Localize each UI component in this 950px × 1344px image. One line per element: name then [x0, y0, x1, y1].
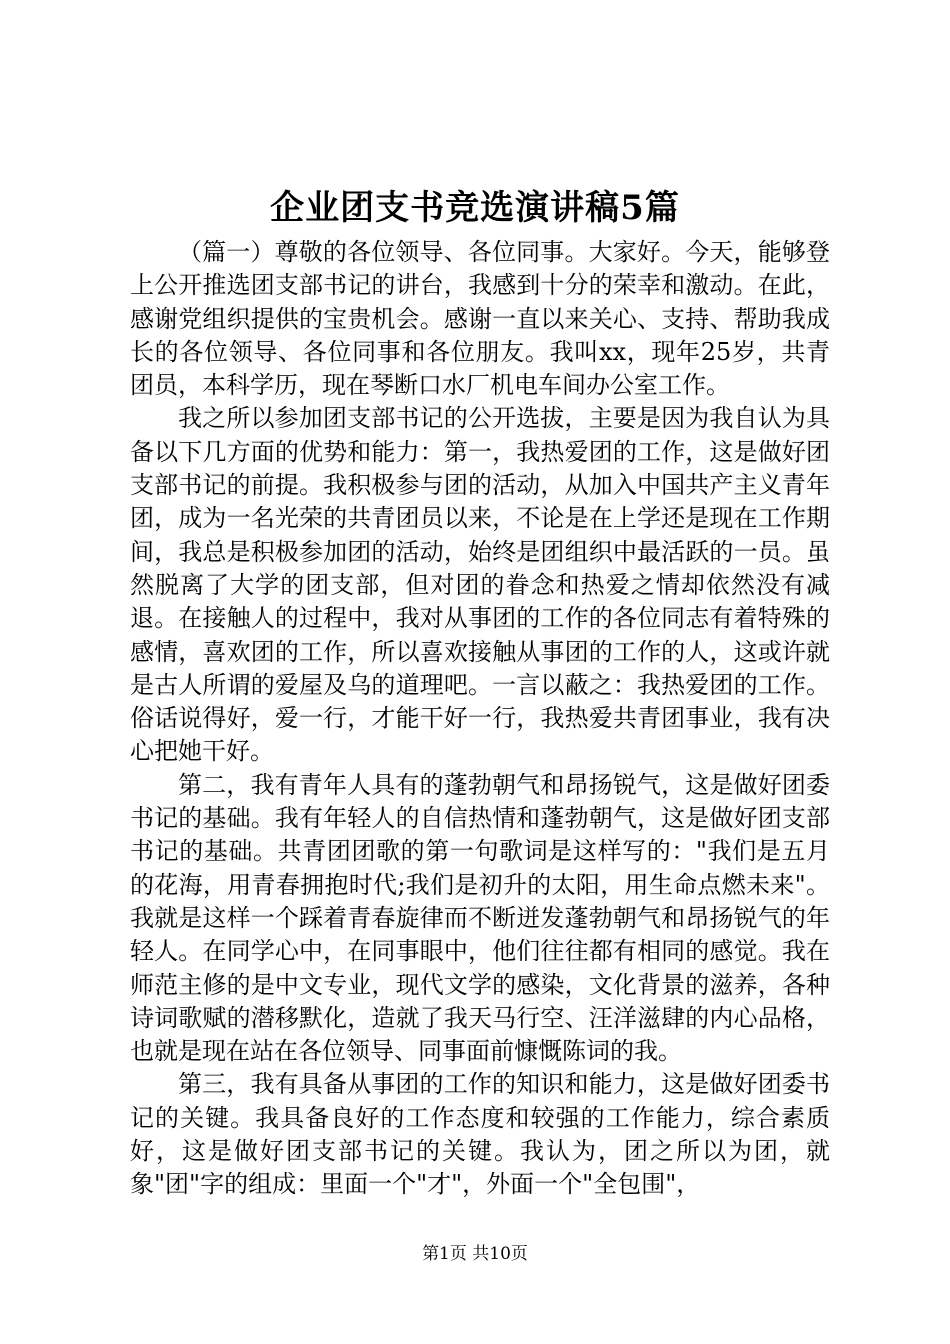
- document-title: 企业团支书竞选演讲稿5篇: [270, 188, 680, 228]
- paragraph-3: 第二，我有青年人具有的蓬勃朝气和昂扬锐气，这是做好团委书记的基础。我有年轻人的自信热情和蓬勃朝气，这是做好团支部书记的基础。共青团团歌的第一句歌词是这样写的："我们是五月的花海，用青春拥抱时代;我们是初升的太阳，用生命点燃未来"。我就是这样一个踩着青春旋律而不断迸发蓬勃朝气和昂扬锐气的年轻人。在同学心中，在同事眼中，他们往往都有相同的感觉。我在师范主修的是中文专业，现代文学的感染，文化背景的滋养，各种诗词歌赋的潜移默化，造就了我天马行空、汪洋滋肆的内心品格，也就是现在站在各位领导、同事面前慷慨陈词的我。: [130, 770, 830, 1066]
- paragraph-2: 我之所以参加团支部书记的公开选拔，主要是因为我自认为具备以下几方面的优势和能力：第一，我热爱团的工作，这是做好团支部书记的前提。我积极参与团的活动，从加入中国共产主义青年团，成为一名光荣的共青团员以来，不论是在上学还是现在工作期间，我总是积极参加团的活动，始终是团组织中最活跃的一员。虽然脱离了大学的团支部，但对团的眷念和热爱之情却依然没有减退。在接触人的过程中，我对从事团的工作的各位同志有着特殊的感情，喜欢团的工作，所以喜欢接触从事团的工作的人，这或许就是古人所谓的爱屋及乌的道理吧。一言以蔽之：我热爱团的工作。俗话说得好，爱一行，才能干好一行，我热爱共青团事业，我有决心把她干好。: [130, 404, 830, 766]
- page-footer: 第1页 共10页: [422, 1244, 528, 1264]
- document-body: [130, 236, 830, 1202]
- paragraph-4: 第三，我有具备从事团的工作的知识和能力，这是做好团委书记的关键。我具备良好的工作态度和较强的工作能力，综合素质好，这是做好团支部书记的关键。我认为，团之所以为团，就象"团"字的组成：里面一个"才"，外面一个"全包围"，: [130, 1070, 830, 1199]
- paragraph-1: （篇一）尊敬的各位领导、各位同事。大家好。今天，能够登上公开推选团支部书记的讲台，我感到十分的荣幸和激动。在此，感谢党组织提供的宝贵机会。感谢一直以来关心、支持、帮助我成长的各位领导、各位同事和各位朋友。我叫xx，现年25岁，共青团员，本科学历，现在琴断口水厂机电车间办公室工作。: [130, 238, 830, 400]
